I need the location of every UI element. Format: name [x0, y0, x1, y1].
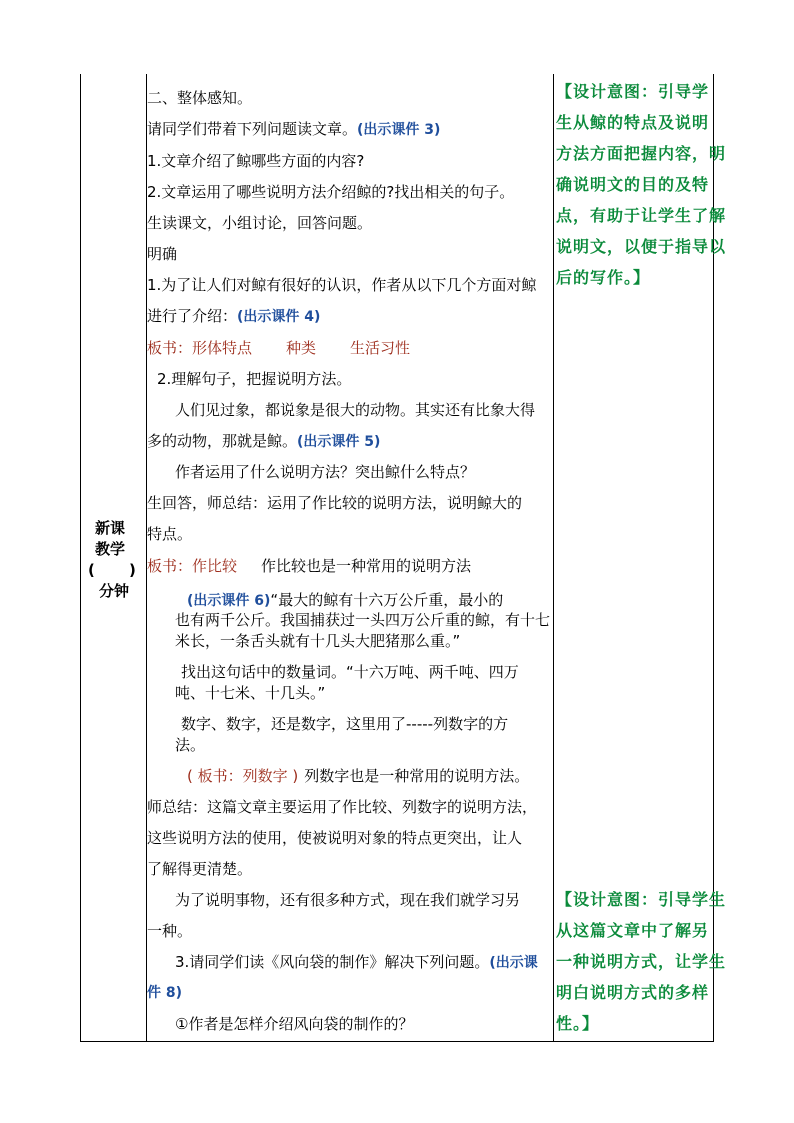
content-line: 人们见过象，都说象是很大的动物。其实还有比象大得 — [175, 401, 536, 419]
text: 生活习性 — [350, 339, 411, 357]
content-line: 为了说明事物，还有很多种方式，现在我们就学习另 — [175, 891, 521, 909]
content-line: 数字、数字，还是数字，这里用了-----列数字的方 — [181, 715, 509, 733]
design-note-1-line: 确说明文的目的及特 — [556, 175, 710, 194]
label-new-lesson: 新课 — [95, 519, 126, 537]
content-line: 法。 — [175, 736, 206, 754]
design-note-1-line: 点，有助于让学生了解 — [556, 206, 727, 225]
text: “最大的鲸有十六万公斤重，最小的 — [270, 591, 504, 609]
text: 进行了介绍： — [147, 307, 238, 325]
design-note-1-line: 【设计意图：引导学 — [556, 82, 710, 101]
content-line: 师总结：这篇文章主要运用了作比较、列数字的说明方法， — [147, 798, 538, 816]
courseware-ref: (出示课件 4) — [237, 309, 321, 325]
content-line: 特点。 — [147, 525, 193, 543]
board-note — [147, 338, 410, 358]
sub-question-1: ①作者是怎样介绍风向袋的制作的？ — [175, 1015, 414, 1033]
design-note-1-line: 后的写作。】 — [556, 268, 651, 287]
design-note-2-line: 一种说明方式，让学生 — [556, 952, 727, 971]
text: ( 板书：列数字 ) — [187, 767, 299, 785]
label-minutes: 分钟 — [99, 582, 130, 600]
content-line — [187, 590, 503, 611]
content-line: 生回答，师总结：运用了作比较的说明方法，说明鲸大的 — [147, 494, 523, 512]
section-label-cell — [80, 74, 146, 1042]
content-line: 找出这句话中的数量词。“十六万吨、两千吨、四万 — [181, 663, 519, 681]
content-line — [147, 431, 380, 452]
courseware-ref: (出示课件 5) — [297, 434, 381, 450]
question-3 — [175, 952, 538, 973]
question-1: 1.文章介绍了鲸哪些方面的内容? — [147, 152, 365, 170]
content-line: 米长，一条舌头就有十几头大肥猪那么重。” — [175, 632, 461, 650]
content-line — [147, 119, 440, 140]
teaching-content-cell — [147, 74, 552, 1042]
content-line: 吨、十七米、十几头。” — [175, 684, 326, 702]
design-note-2-line: 【设计意图：引导学生 — [556, 890, 727, 909]
label-paren-open: ( — [88, 561, 95, 579]
board-note — [187, 766, 529, 786]
courseware-ref: 件 8) — [147, 985, 183, 1001]
text: 板书：形体特点 — [147, 339, 253, 357]
content-line: 明确 — [147, 245, 178, 263]
content-line: 这些说明方法的使用，使被说明对象的特点更突出，让人 — [147, 829, 523, 847]
board-note — [147, 556, 471, 576]
content-line: 了解得更清楚。 — [147, 860, 253, 878]
design-note-1-line: 方法方面把握内容，明 — [556, 144, 727, 163]
content-line: 1.为了让人们对鲸有很好的认识，作者从以下几个方面对鲸 — [147, 276, 537, 294]
question-2: 2.文章运用了哪些说明方法介绍鲸的?找出相关的句子。 — [147, 183, 515, 201]
content-line: 作者运用了什么说明方法？突出鲸什么特点？ — [175, 463, 476, 481]
text: 3.请同学们读《风向袋的制作》解决下列问题。 — [175, 953, 490, 971]
label-teaching: 教学 — [95, 540, 126, 558]
text: 列数字也是一种常用的说明方法。 — [304, 767, 530, 785]
lesson-table — [80, 74, 727, 1042]
text: 种类 — [286, 339, 317, 357]
label-paren-close: ) — [129, 561, 136, 579]
text: 作比较也是一种常用的说明方法 — [261, 557, 472, 575]
text: 请同学们带着下列问题读文章。 — [147, 120, 358, 138]
content-line: 也有两千公斤。我国捕获过一头四万公斤重的鲸，有十七 — [175, 611, 551, 629]
text: 板书：作比较 — [147, 557, 238, 575]
content-line: 2.理解句子，把握说明方法。 — [157, 370, 352, 388]
heading-overall-perception: 二、整体感知。 — [147, 89, 253, 107]
content-line: 一种。 — [147, 922, 193, 940]
content-line — [147, 306, 320, 327]
design-note-1-line: 说明文，以便于指导以 — [556, 237, 727, 256]
courseware-ref: (出示课 — [489, 955, 538, 971]
text: 多的动物，那就是鲸。 — [147, 432, 298, 450]
courseware-ref: (出示课件 3) — [357, 122, 441, 138]
courseware-ref: (出示课件 6) — [187, 593, 271, 609]
design-note-2-line: 性。】 — [556, 1014, 600, 1033]
design-note-1-line: 生从鲸的特点及说明 — [556, 113, 710, 132]
design-intent-cell — [554, 74, 727, 1042]
design-note-2-line: 明白说明方式的多样 — [556, 983, 710, 1002]
content-line: 生读课文，小组讨论，回答问题。 — [147, 214, 373, 232]
design-note-2-line: 从这篇文章中了解另 — [556, 921, 710, 940]
